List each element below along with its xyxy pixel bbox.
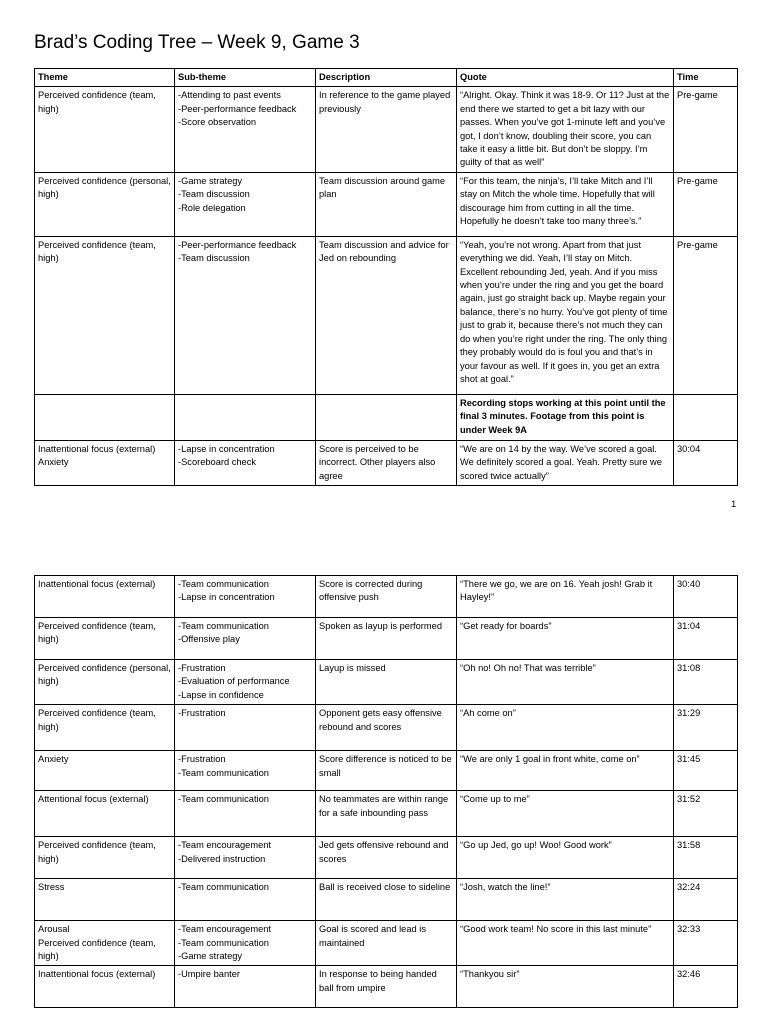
sub-theme-cell xyxy=(175,966,316,1008)
time-cell: 32:33 xyxy=(674,921,738,966)
description-cell: Goal is scored and lead is maintained xyxy=(316,921,457,966)
sub-theme-line: -Lapse in concentration xyxy=(178,443,275,454)
sub-theme-cell xyxy=(175,394,316,440)
quote-cell: “Alright. Okay. Think it was 18-9. Or 11? Just at the end there we started to get a bit lazy with our passes. When you’ve got 1-minute left and you’ve got, I don’t know, doubling their score, you can take it easy a little bit. But don’t be sloppy. I’m guilty of that as well” xyxy=(457,87,674,172)
sub-theme-cell xyxy=(175,921,316,966)
time-cell: 31:52 xyxy=(674,791,738,837)
table-row xyxy=(35,837,738,879)
sub-theme-line: -Team discussion xyxy=(178,253,250,264)
sub-theme-line: -Team encouragement xyxy=(178,924,272,935)
table-row xyxy=(35,236,738,394)
theme-cell xyxy=(35,705,175,751)
coding-table-page-2 xyxy=(34,575,738,1008)
sub-theme-line: -Frustration xyxy=(178,754,226,765)
time-cell: 32:24 xyxy=(674,879,738,921)
table-row xyxy=(35,966,738,1008)
sub-theme-line: -Game strategy xyxy=(178,175,243,186)
header-quote: Quote xyxy=(457,69,674,87)
sub-theme-line: -Lapse in concentration xyxy=(178,592,275,603)
time-cell: 31:04 xyxy=(674,618,738,660)
quote-cell: “There we go, we are on 16. Yeah josh! Grab it Hayley!” xyxy=(457,576,674,618)
description-cell: Score is perceived to be incorrect. Other players also agree xyxy=(316,440,457,485)
quote-cell: “Yeah, you’re not wrong. Apart from that just everything we did. Yeah, I’ll stay on Mitch. Excellent rebounding Jed, yeah. And if you miss when you’re under the ring and you get the board again, just go straight back up. Maybe regain your balance, there’s no hurry. You’ve got plenty of time just to grab it, because there’s not much they can do when you’re right under the ring. The only thing they probably would do is foul you and that’s in your favour as well. If it goes in, you get an extra shot at goal.” xyxy=(457,236,674,394)
sub-theme-cell xyxy=(175,236,316,394)
page-number: 1 xyxy=(731,499,737,510)
theme-line: Perceived confidence (team, high) xyxy=(38,621,159,645)
theme-line: Inattentional focus (external) xyxy=(38,579,156,589)
table-row xyxy=(35,879,738,921)
time-cell: 31:29 xyxy=(674,705,738,751)
theme-cell xyxy=(35,576,175,618)
description-cell: Team discussion and advice for Jed on rebounding xyxy=(316,236,457,394)
coding-table-page-1 xyxy=(34,68,738,486)
quote-cell: “We are on 14 by the way. We’ve scored a goal. We definitely scored a goal. Yeah. Pretty sure we scored twice actually” xyxy=(457,440,674,485)
theme-cell xyxy=(35,966,175,1008)
sub-theme-line: -Peer-performance feedback xyxy=(178,239,297,250)
sub-theme-line: -Team communication xyxy=(178,794,269,805)
quote-cell: “Thankyou sir” xyxy=(457,966,674,1008)
time-cell: 30:40 xyxy=(674,576,738,618)
theme-line: Anxiety xyxy=(38,754,69,765)
theme-line: Perceived confidence (team, high) xyxy=(38,937,159,962)
description-cell: In reference to the game played previously xyxy=(316,87,457,172)
theme-cell xyxy=(35,440,175,485)
theme-cell xyxy=(35,837,175,879)
time-cell: 30:04 xyxy=(674,440,738,485)
sub-theme-cell xyxy=(175,751,316,791)
header-theme: Theme xyxy=(35,69,175,87)
quote-cell: “Oh no! Oh no! That was terrible” xyxy=(457,660,674,705)
theme-line: Inattentional focus (external) xyxy=(38,969,156,980)
sub-theme-line: -Frustration xyxy=(178,708,226,719)
sub-theme-cell xyxy=(175,879,316,921)
sub-theme-cell xyxy=(175,87,316,172)
theme-cell xyxy=(35,660,175,705)
sub-theme-line: -Team communication xyxy=(178,579,269,589)
page-title: Brad’s Coding Tree – Week 9, Game 3 xyxy=(34,32,360,53)
theme-cell xyxy=(35,236,175,394)
description-cell: Score difference is noticed to be small xyxy=(316,751,457,791)
theme-line: Anxiety xyxy=(38,457,69,468)
theme-cell xyxy=(35,791,175,837)
table-row xyxy=(35,87,738,172)
description-cell: Jed gets offensive rebound and scores xyxy=(316,837,457,879)
quote-cell: “For this team, the ninja’s, I’ll take Mitch and I’ll stay on Mitch the whole time. Hopefully that will discourage him from cutting in all the time. Hopefully he doesn’t take too many three’s.” xyxy=(457,172,674,236)
theme-line: Inattentional focus (external) xyxy=(38,443,156,454)
sub-theme-line: -Offensive play xyxy=(178,634,240,645)
sub-theme-line: -Team communication xyxy=(178,767,269,778)
quote-cell: “Come up to me” xyxy=(457,791,674,837)
theme-cell xyxy=(35,879,175,921)
time-cell: 31:58 xyxy=(674,837,738,879)
theme-line: Perceived confidence (team, high) xyxy=(38,239,159,264)
sub-theme-cell xyxy=(175,660,316,705)
description-cell: Spoken as layup is performed xyxy=(316,618,457,660)
theme-cell xyxy=(35,751,175,791)
time-cell: 32:46 xyxy=(674,966,738,1008)
table-row xyxy=(35,440,738,485)
sub-theme-line: -Peer-performance feedback xyxy=(178,103,297,114)
time-cell: Pre-game xyxy=(674,87,738,172)
time-cell: 31:45 xyxy=(674,751,738,791)
sub-theme-cell xyxy=(175,791,316,837)
header-description: Description xyxy=(316,69,457,87)
quote-cell: “We are only 1 goal in front white, come on” xyxy=(457,751,674,791)
quote-cell: “Go up Jed, go up! Woo! Good work” xyxy=(457,837,674,879)
theme-cell xyxy=(35,394,175,440)
time-cell: Pre-game xyxy=(674,172,738,236)
header-sub-theme: Sub-theme xyxy=(175,69,316,87)
sub-theme-cell xyxy=(175,618,316,660)
quote-cell: Recording stops working at this point until the final 3 minutes. Footage from this point is under Week 9A xyxy=(457,394,674,440)
sub-theme-line: -Lapse in confidence xyxy=(178,689,264,700)
table-row xyxy=(35,394,738,440)
table-row xyxy=(35,921,738,966)
sub-theme-line: -Team encouragement xyxy=(178,840,272,851)
table-row xyxy=(35,660,738,705)
sub-theme-line: -Scoreboard check xyxy=(178,457,257,468)
theme-line: Perceived confidence (team, high) xyxy=(38,90,159,114)
description-cell: Team discussion around game plan xyxy=(316,172,457,236)
sub-theme-line: -Evaluation of performance xyxy=(178,676,290,687)
table-row xyxy=(35,791,738,837)
table-row xyxy=(35,705,738,751)
quote-cell: “Josh, watch the line!” xyxy=(457,879,674,921)
sub-theme-cell xyxy=(175,440,316,485)
time-cell: 31:08 xyxy=(674,660,738,705)
sub-theme-cell xyxy=(175,576,316,618)
description-cell: Score is corrected during offensive push xyxy=(316,576,457,618)
sub-theme-line: -Team communication xyxy=(178,937,269,948)
sub-theme-line: -Umpire banter xyxy=(178,969,241,980)
theme-line: Perceived confidence (team, high) xyxy=(38,708,159,732)
sub-theme-line: -Frustration xyxy=(178,663,226,673)
sub-theme-line: -Attending to past events xyxy=(178,90,281,101)
sub-theme-line: -Score observation xyxy=(178,117,257,128)
description-cell: In response to being handed ball from umpire xyxy=(316,966,457,1008)
table-row xyxy=(35,618,738,660)
description-cell: Layup is missed xyxy=(316,660,457,705)
description-cell xyxy=(316,394,457,440)
sub-theme-line: -Team communication xyxy=(178,621,269,631)
sub-theme-line: -Delivered instruction xyxy=(178,853,266,864)
sub-theme-cell xyxy=(175,705,316,751)
sub-theme-line: -Team communication xyxy=(178,882,269,893)
sub-theme-line: -Game strategy xyxy=(178,951,243,962)
quote-cell: “Good work team! No score in this last minute” xyxy=(457,921,674,966)
theme-line: Arousal xyxy=(38,924,70,935)
sub-theme-line: -Team discussion xyxy=(178,189,250,200)
theme-cell xyxy=(35,921,175,966)
theme-line: Perceived confidence (team, high) xyxy=(38,840,159,864)
description-cell: Ball is received close to sideline xyxy=(316,879,457,921)
description-cell: No teammates are within range for a safe inbounding pass xyxy=(316,791,457,837)
theme-line: Perceived confidence (personal, high) xyxy=(38,175,174,200)
theme-cell xyxy=(35,618,175,660)
sub-theme-cell xyxy=(175,172,316,236)
table-row xyxy=(35,576,738,618)
theme-line: Attentional focus (external) xyxy=(38,794,149,805)
theme-cell xyxy=(35,87,175,172)
theme-cell xyxy=(35,172,175,236)
header-time: Time xyxy=(674,69,738,87)
quote-cell: “Ah come on” xyxy=(457,705,674,751)
sub-theme-cell xyxy=(175,837,316,879)
sub-theme-line: -Role delegation xyxy=(178,202,246,213)
description-cell: Opponent gets easy offensive rebound and scores xyxy=(316,705,457,751)
theme-line: Perceived confidence (personal, high) xyxy=(38,663,174,687)
quote-cell: “Get ready for boards” xyxy=(457,618,674,660)
time-cell xyxy=(674,394,738,440)
table-row xyxy=(35,751,738,791)
time-cell: Pre-game xyxy=(674,236,738,394)
table-header-row xyxy=(35,69,738,87)
table-row xyxy=(35,172,738,236)
theme-line: Stress xyxy=(38,882,65,893)
